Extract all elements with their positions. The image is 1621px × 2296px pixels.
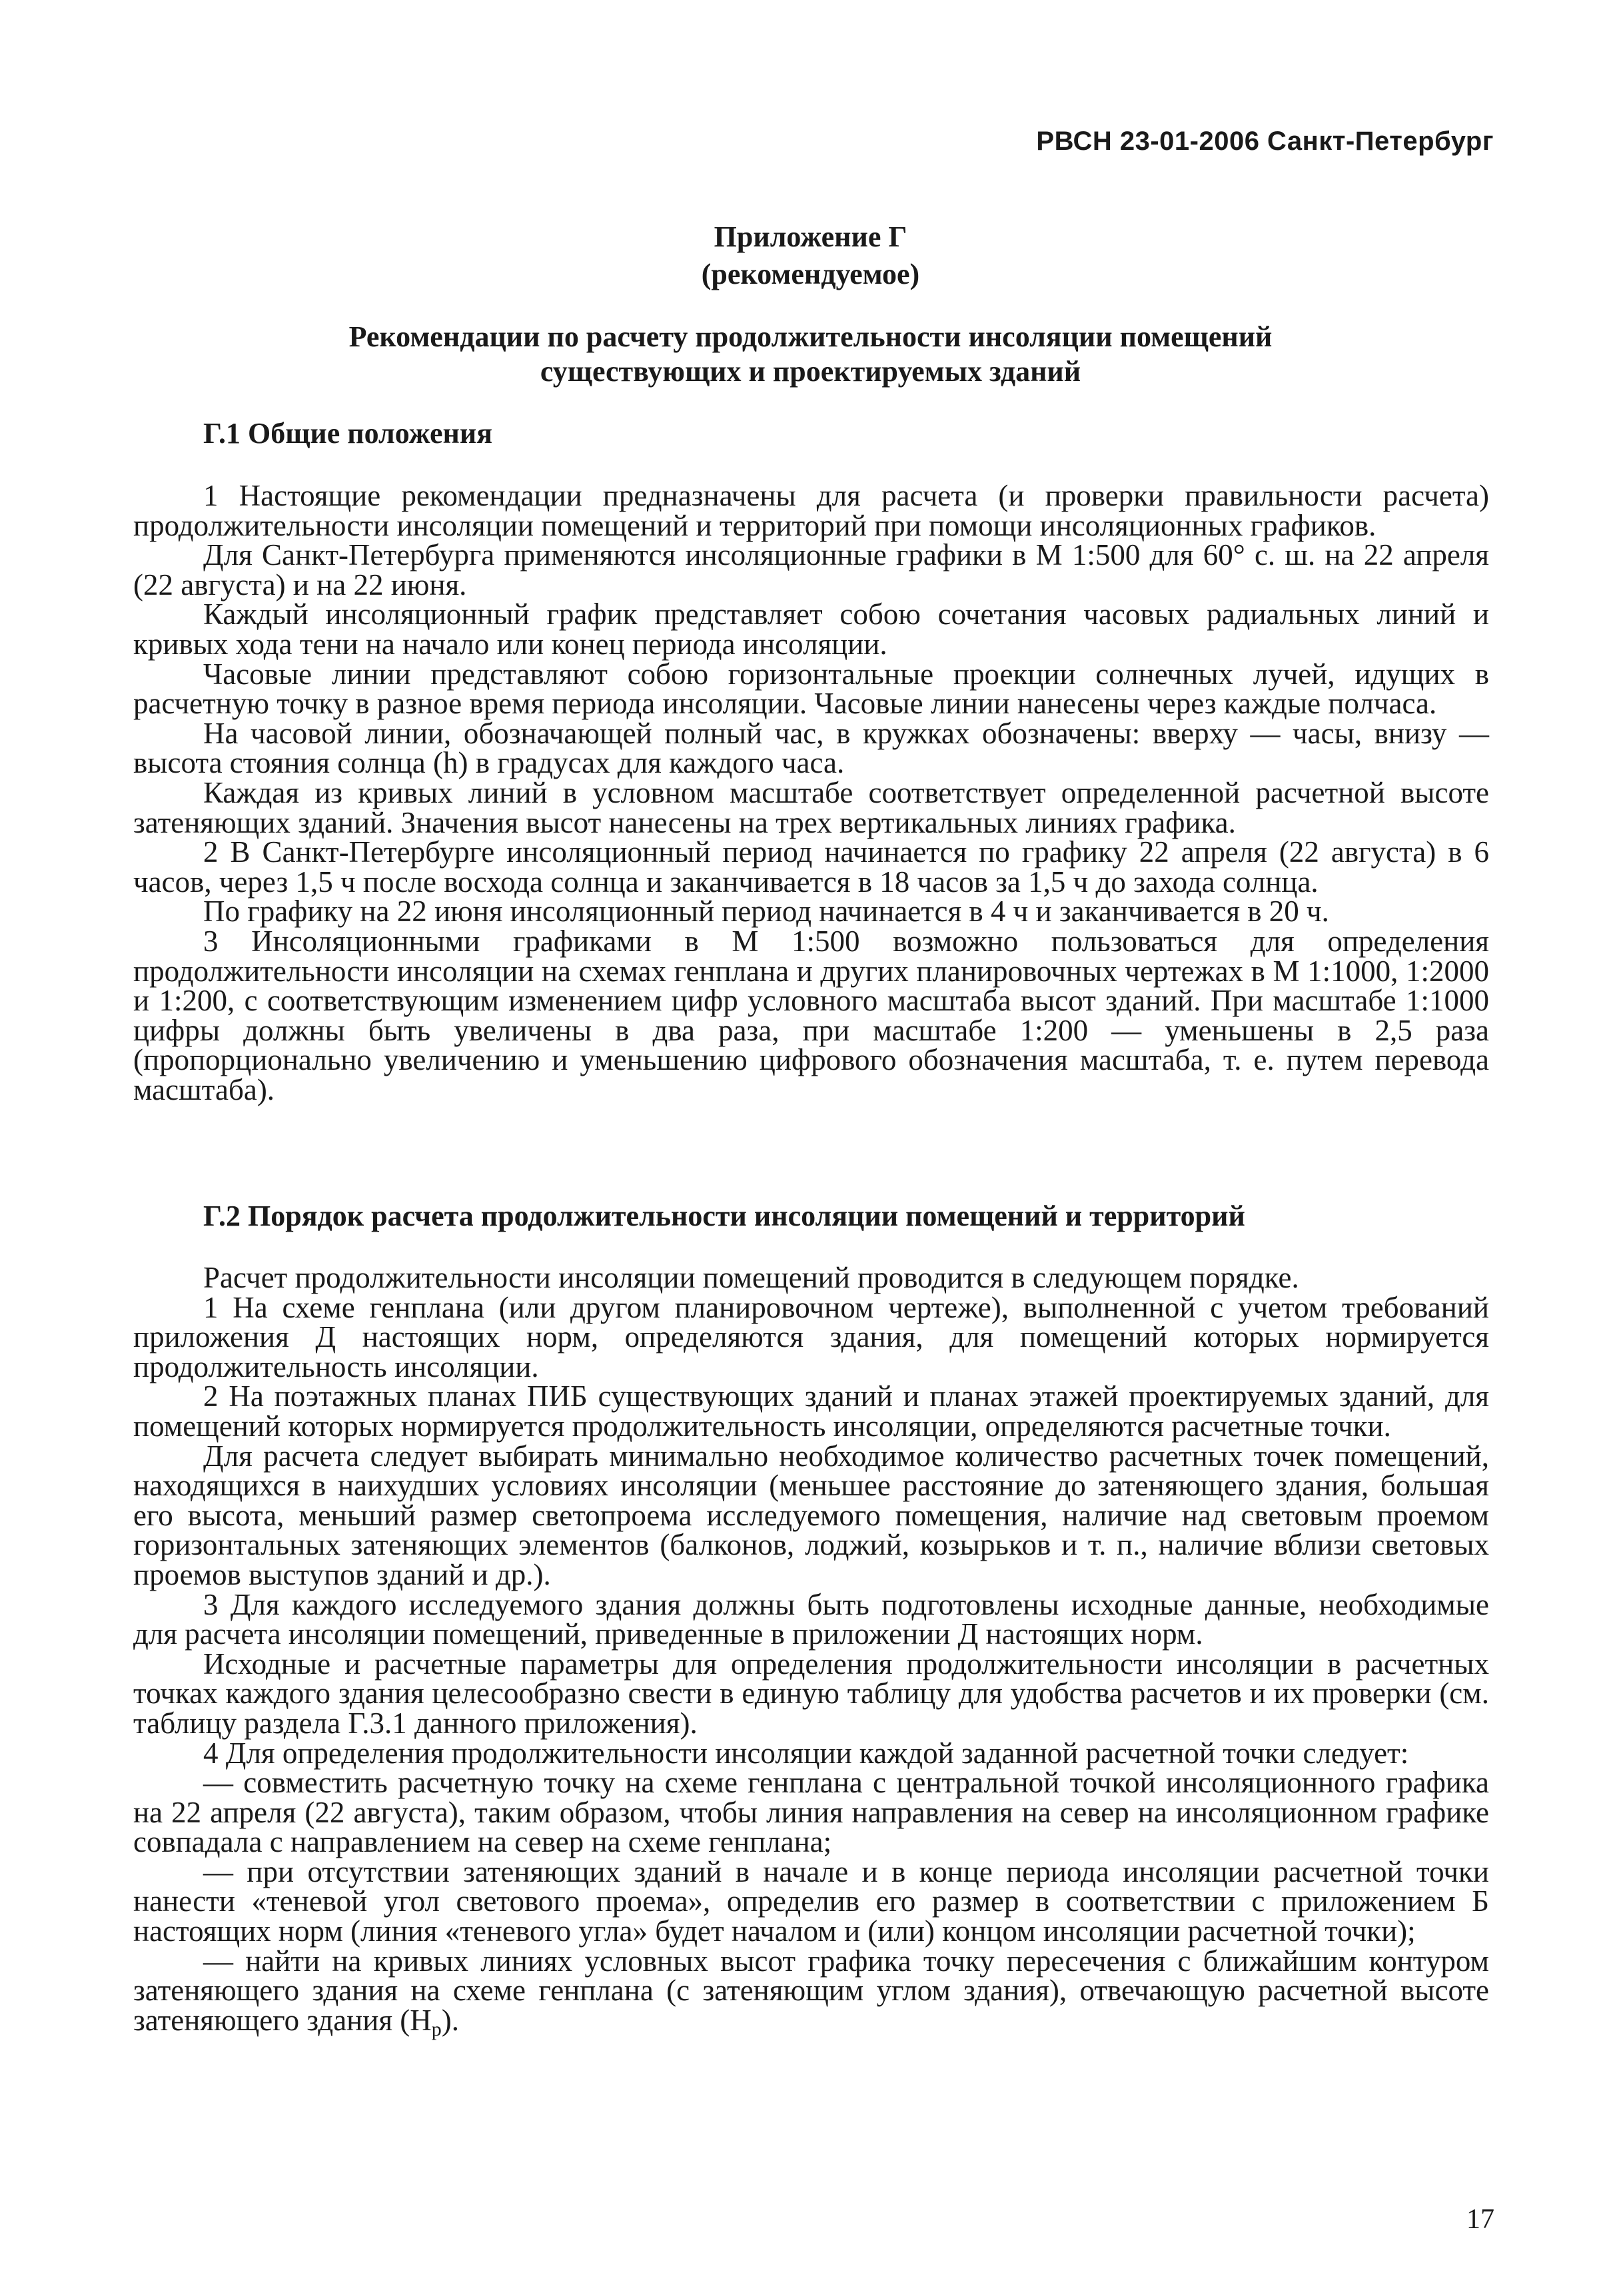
paragraph: Для Санкт-Петербурга применяются инсоляционные графики в М 1:500 для 60° с. ш. на 22 апреля (22 августа) и на 22 июня. (133, 538, 1489, 601)
paragraph: 1 На схеме генплана (или другом планировочном чертеже), выполненной с учетом требований приложения Д настоящих норм, определяются здания, для помещений которых нормируется продолжительность инсоляции. (133, 1290, 1489, 1383)
page-number: 17 (1466, 2204, 1494, 2235)
section-1-body (133, 481, 1489, 1104)
appendix-subtitle: (рекомендуемое) (701, 258, 920, 290)
appendix-title: Приложение Г (714, 220, 907, 253)
paragraph: Каждая из кривых линий в условном масштабе соответствует определенной расчетной высоте затеняющих зданий. Значения высот нанесены на трех вертикальных линиях графика. (133, 775, 1489, 839)
paragraph: 3 Инсоляционными графиками в М 1:500 возможно пользоваться для определения продолжительности инсоляции на схемах генплана и других планировочных чертежах в М 1:1000, 1:2000 и 1:200, с соответствующим изменением цифр условного масштаба высот зданий. При масштабе 1:1000 цифры должны быть увеличены в два раза, при масштабе 1:200 — уменьшены в 2,5 раза (пропорционально увеличению и уменьшению цифрового обозначения масштаба, т. е. путем перевода масштаба). (133, 924, 1489, 1106)
paragraph: 2 На поэтажных планах ПИБ существующих зданий и планах этажей проектируемых зданий, для помещений которых нормируется продолжительность инсоляции, определяются расчетные точки. (133, 1379, 1489, 1443)
document-header: РВСН 23-01-2006 Санкт-Петербург (1036, 127, 1494, 156)
paragraph: — совместить расчетную точку на схеме генплана с центральной точкой инсоляционного графика на 22 апреля (22 августа), таким образом, чтобы линия направления на север на инсоляционном графике совпадала с направлением на север на схеме генплана; (133, 1766, 1489, 1859)
recommendations-title-line2: существующих и проектируемых зданий (540, 355, 1081, 388)
paragraph: Расчет продолжительности инсоляции помещений проводится в следующем порядке. (203, 1261, 1299, 1294)
paragraph: — при отсутствии затеняющих зданий в начале и в конце периода инсоляции расчетной точки нанести «теневой угол светового проема», определив его размер в соответствии с приложением Б настоящих норм (линия «теневого угла» будет началом и (или) концом инсоляции расчетной точки); (133, 1854, 1489, 1948)
paragraph-tail: ). (441, 2003, 460, 2037)
recommendations-heading (0, 320, 1621, 389)
paragraph: 3 Для каждого исследуемого здания должны быть подготовлены исходные данные, необходимые для расчета инсоляции помещений, приведенные в приложении Д настоящих норм. (133, 1587, 1489, 1651)
paragraph: 2 В Санкт-Петербурге инсоляционный период начинается по графику 22 апреля (22 августа) в 6 часов, через 1,5 ч после восхода солнца и заканчивается в 18 часов за 1,5 ч до захода солнца. (133, 835, 1489, 899)
paragraph: Для расчета следует выбирать минимально необходимое количество расчетных точек помещений, находящихся в наихудших условиях инсоляции (меньшее расстояние до затеняющего здания, большая его высота, меньший размер светопроема исследуемого помещения, наличие над световым проемом горизонтальных затеняющих элементов (балконов, лоджий, козырьков и т. п., наличие вблизи световых проемов выступов зданий и др.). (133, 1439, 1489, 1591)
paragraph: По графику на 22 июня инсоляционный период начинается в 4 ч и заканчивается в 20 ч. (203, 895, 1329, 929)
height-subscript: р (431, 2018, 442, 2040)
paragraph-text: — найти на кривых линиях условных высот графика точку пересечения с ближайшим контуром затеняющего здания на схеме генплана (с затеняющим углом здания), отвечающую расчетной высоте затеняющего здания (H (133, 1944, 1489, 2037)
section-2-title: Г.2 Порядок расчета продолжительности инсоляции помещений и территорий (203, 1200, 1245, 1232)
paragraph: На часовой линии, обозначающей полный час, в кружках обозначены: вверху — часы, внизу — высота стояния солнца (h) в градусах для каждого часа. (133, 716, 1489, 780)
paragraph: 1 Настоящие рекомендации предназначены для расчета (и проверки правильности расчета) продолжительности инсоляции помещений и территорий при помощи инсоляционных графиков. (133, 479, 1489, 542)
paragraph: Исходные и расчетные параметры для определения продолжительности инсоляции в расчетных точках каждого здания целесообразно свести в единую таблицу для удобства расчетов и их проверки (см. таблицу раздела Г.3.1 данного приложения). (133, 1647, 1489, 1740)
recommendations-title-line1: Рекомендации по расчету продолжительности инсоляции помещений (348, 320, 1273, 353)
section-2-body (133, 1261, 1489, 2040)
section-1-title: Г.1 Общие положения (203, 417, 493, 450)
paragraph: Часовые линии представляют собою горизонтальные проекции солнечных лучей, идущих в расчетную точку в разное время периода инсоляции. Часовые линии нанесены через каждые полчаса. (133, 657, 1489, 721)
paragraph (133, 1944, 1489, 2040)
appendix-heading (0, 218, 1621, 293)
paragraph: Каждый инсоляционный график представляет собою сочетания часовых радиальных линий и кривых хода тени на начало или конец периода инсоляции. (133, 597, 1489, 661)
paragraph: 4 Для определения продолжительности инсоляции каждой заданной расчетной точки следует: (203, 1736, 1409, 1770)
